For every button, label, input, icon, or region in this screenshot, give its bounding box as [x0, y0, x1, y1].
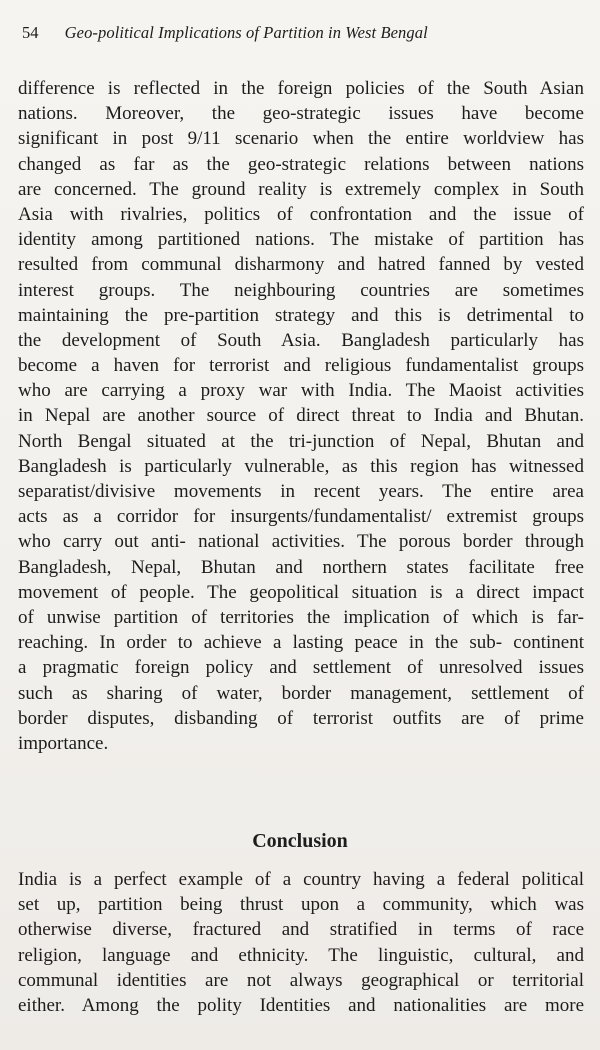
running-head: [22, 20, 570, 46]
text-line: significant in post 9/11 scenario when the entire worldview has: [18, 128, 584, 150]
text-line: North Bengal situated at the tri-junction of Nepal, Bhutan and: [18, 430, 584, 452]
text-line: reaching. In order to achieve a lasting peace in the sub- continent: [18, 632, 584, 654]
text-line: importance.: [18, 732, 109, 754]
text-line: otherwise diverse, fractured and stratified in terms of race: [18, 919, 584, 941]
text-line: difference is reflected in the foreign policies of the South Asian: [18, 78, 584, 99]
section-heading: Conclusion: [252, 830, 348, 852]
text-line: separatist/divisive movements in recent years. The entire area: [18, 481, 584, 502]
text-line: Bangladesh is particularly vulnerable, as this region has witnessed: [18, 455, 584, 477]
text-line: resulted from communal disharmony and hatred fanned by vested: [18, 254, 584, 276]
text-line: of unwise partition of territories the implication of which is far-: [18, 606, 584, 628]
page-number: 54: [22, 23, 39, 42]
text-line: maintaining the pre-partition strategy and this is detrimental to: [18, 304, 584, 326]
text-line: the development of South Asia. Bangladesh particularly has: [18, 329, 584, 351]
text-line: set up, partition being thrust upon a community, which was: [18, 894, 584, 916]
text-line: border disputes, disbanding of terrorist outfits are of prime: [18, 707, 584, 729]
text-line: such as sharing of water, border management, settlement of: [18, 682, 584, 704]
text-line: acts as a corridor for insurgents/fundamentalist/ extremist groups: [18, 506, 584, 528]
text-line: who carry out anti- national activities. The porous border through: [18, 531, 584, 553]
text-line: are concerned. The ground reality is extremely complex in South: [18, 178, 584, 200]
body-paragraph-2: [18, 867, 584, 1018]
text-line: Bangladesh, Nepal, Bhutan and northern states facilitate free: [18, 556, 584, 578]
text-line: in Nepal are another source of direct threat to India and Bhutan.: [18, 405, 584, 427]
text-line: movement of people. The geopolitical situation is a direct impact: [18, 581, 584, 603]
text-line: religion, language and ethnicity. The linguistic, cultural, and: [18, 944, 584, 966]
text-line: interest groups. The neighbouring countries are sometimes: [18, 279, 584, 301]
running-title: Geo-political Implications of Partition in West Bengal: [64, 23, 428, 42]
text-line: changed as far as the geo-strategic relations between nations: [18, 153, 584, 175]
text-line: communal identities are not always geographical or territorial: [18, 969, 584, 991]
text-line: become a haven for terrorist and religious fundamentalist groups: [18, 355, 584, 377]
text-line: nations. Moreover, the geo-strategic issues have become: [18, 103, 584, 125]
text-line: identity among partitioned nations. The mistake of partition has: [18, 229, 584, 251]
text-line: who are carrying a proxy war with India. The Maoist activities: [18, 380, 584, 402]
text-line: either. Among the polity Identities and nationalities are more: [18, 994, 584, 1016]
body-paragraph-1: [18, 76, 584, 756]
text-line: Asia with rivalries, politics of confrontation and the issue of: [18, 203, 584, 225]
text-line: a pragmatic foreign policy and settlement of unresolved issues: [18, 657, 584, 679]
text-line: India is a perfect example of a country having a federal political: [18, 869, 584, 890]
